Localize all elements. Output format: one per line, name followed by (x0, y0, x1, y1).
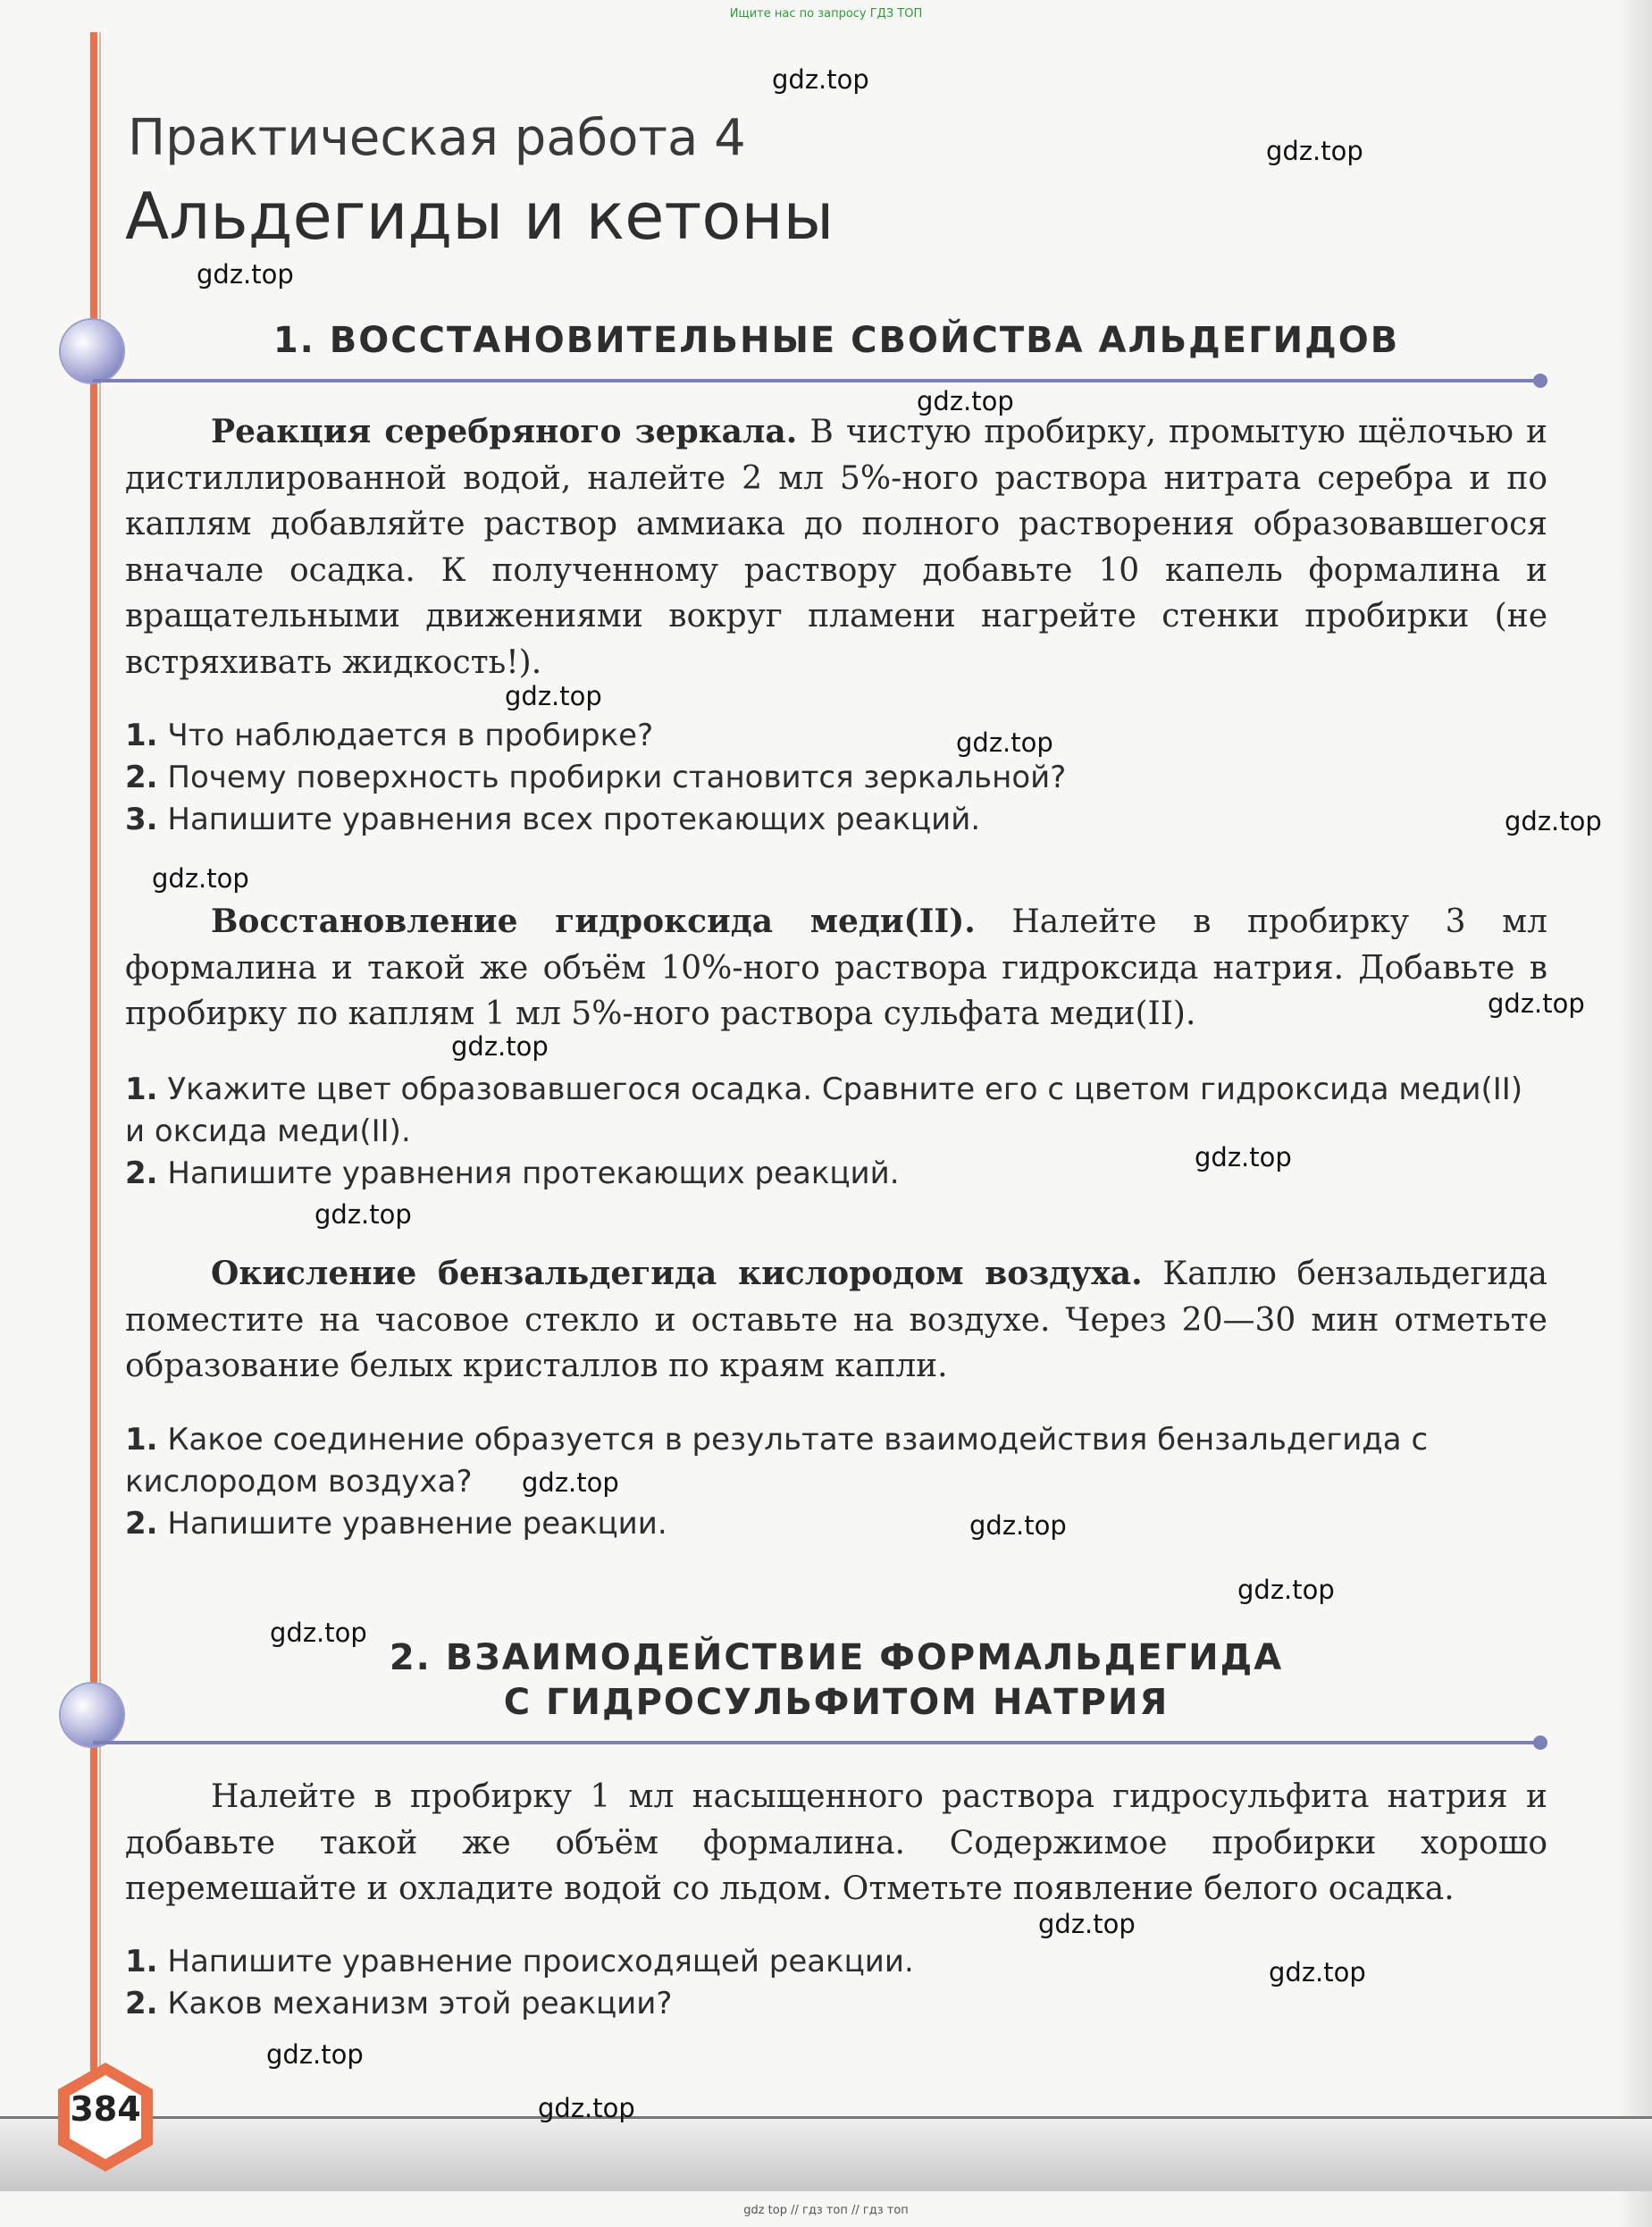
exp3-text: Каплю бензальдегида поместите на часовое стекло и оставьте на воздухе. Через 20—30 мин отметьте образование белых кристаллов по краям капли. (125, 1256, 1547, 1384)
exp3-title: Окисление бензальдегида кислородом воздуха. (211, 1255, 1143, 1292)
section2-heading-line2: С ГИДРОСУЛЬФИТОМ НАТРИЯ (503, 1682, 1170, 1723)
section1-heading: 1. ВОССТАНОВИТЕЛЬНЫЕ СВОЙСТВА АЛЬДЕГИДОВ (273, 320, 1400, 361)
work-number: Практическая работа 4 (128, 109, 746, 167)
exp1-paragraph (125, 409, 1547, 685)
exp2-questions (125, 1069, 1547, 1195)
watermark: gdz.top (314, 1199, 412, 1230)
watermark: gdz.top (1237, 1575, 1335, 1605)
question: 3. Напишите уравнения всех протекающих реакций. (125, 802, 981, 837)
question: 2. Почему поверхность пробирки становится зеркальной? (125, 760, 1067, 795)
watermark: gdz.top (956, 727, 1053, 758)
watermark: gdz.top (1195, 1142, 1292, 1172)
footer-line (0, 2116, 1652, 2119)
section2-text: Налейте в пробирку 1 мл насыщенного раствора гидросульфита натрия и добавьте такой же объём формалина. Содержимое пробирки хорошо перемешайте и охладите водой со льдом. Отметьте появление белого осадка. (125, 1778, 1547, 1907)
section1-rule (93, 379, 1540, 382)
question: 1. Что наблюдается в пробирке? (125, 718, 654, 753)
header-note: Ищите нас по запросу ГДЗ ТОП (729, 7, 923, 21)
section2-rule-dot (1533, 1735, 1547, 1750)
watermark: gdz.top (772, 64, 869, 95)
watermark: gdz.top (505, 681, 602, 711)
section2-rule (93, 1741, 1540, 1744)
section-bullet-ball (61, 320, 123, 382)
exp2-paragraph (125, 899, 1547, 1038)
work-title: Альдегиды и кетоны (125, 179, 834, 254)
watermark: gdz.top (969, 1510, 1067, 1541)
exp1-title: Реакция серебряного зеркала. (211, 413, 798, 450)
watermark: gdz.top (451, 1031, 549, 1062)
watermark: gdz.top (917, 386, 1014, 416)
question: 1. Какое соединение образуется в результате взаимодействия бензальдегида с кислородом воздуха? (125, 1422, 1429, 1500)
page-edge-shade (1616, 0, 1652, 2227)
watermark: gdz.top (152, 863, 249, 894)
section2-heading-line1: 2. ВЗАИМОДЕЙСТВИЕ ФОРМАЛЬДЕГИДА (389, 1637, 1284, 1678)
section-bullet-ball (61, 1684, 123, 1746)
question: 1. Напишите уравнение происходящей реакции. (125, 1944, 914, 1979)
watermark: gdz.top (538, 2093, 635, 2123)
watermark: gdz.top (1266, 136, 1363, 166)
watermark: gdz.top (1269, 1957, 1366, 1987)
watermark: gdz.top (1488, 988, 1585, 1019)
section2-paragraph (125, 1774, 1547, 1912)
exp2-title: Восстановление гидроксида меди(II). (211, 903, 976, 940)
watermark: gdz.top (197, 259, 294, 290)
watermark: gdz.top (1038, 1909, 1136, 1939)
watermark: gdz.top (270, 1618, 367, 1648)
question: 1. Укажите цвет образовавшегося осадка. Сравните его с цветом гидроксида меди(II) и оксида меди(II). (125, 1071, 1523, 1149)
page-number: 384 (70, 2089, 141, 2129)
watermark: gdz.top (1505, 806, 1602, 836)
question: 2. Напишите уравнения протекающих реакций. (125, 1156, 900, 1191)
exp1-text: В чистую пробирку, промытую щёлочью и дистиллированной водой, налейте 2 мл 5%-ного раствора нитрата серебра и по каплям добавляйте раствор аммиака до полного растворения образовавшегося вначале осадка. К полученному раствору добавьте 10 капель формалина и вращательными движениями вокруг пламени нагрейте стенки пробирки (не встряхивать жидкость!). (125, 414, 1547, 681)
footer-note: gdz top // гдз топ // гдз топ (743, 2204, 909, 2217)
watermark: gdz.top (522, 1467, 619, 1498)
section1-rule-dot (1533, 374, 1547, 388)
watermark: gdz.top (266, 2039, 364, 2070)
exp3-paragraph (125, 1251, 1547, 1390)
exp3-questions (125, 1419, 1547, 1545)
question: 2. Каков механизм этой реакции? (125, 1986, 673, 2021)
footer-band (0, 2116, 1652, 2191)
exp2-text: Налейте в пробирку 3 мл формалина и такой же объём 10%-ного раствора гидроксида натрия. Добавьте в пробирку по каплям 1 мл 5%-ного раствора сульфата меди(II). (125, 903, 1548, 1032)
question: 2. Напишите уравнение реакции. (125, 1506, 667, 1542)
exp1-questions (125, 715, 1547, 841)
